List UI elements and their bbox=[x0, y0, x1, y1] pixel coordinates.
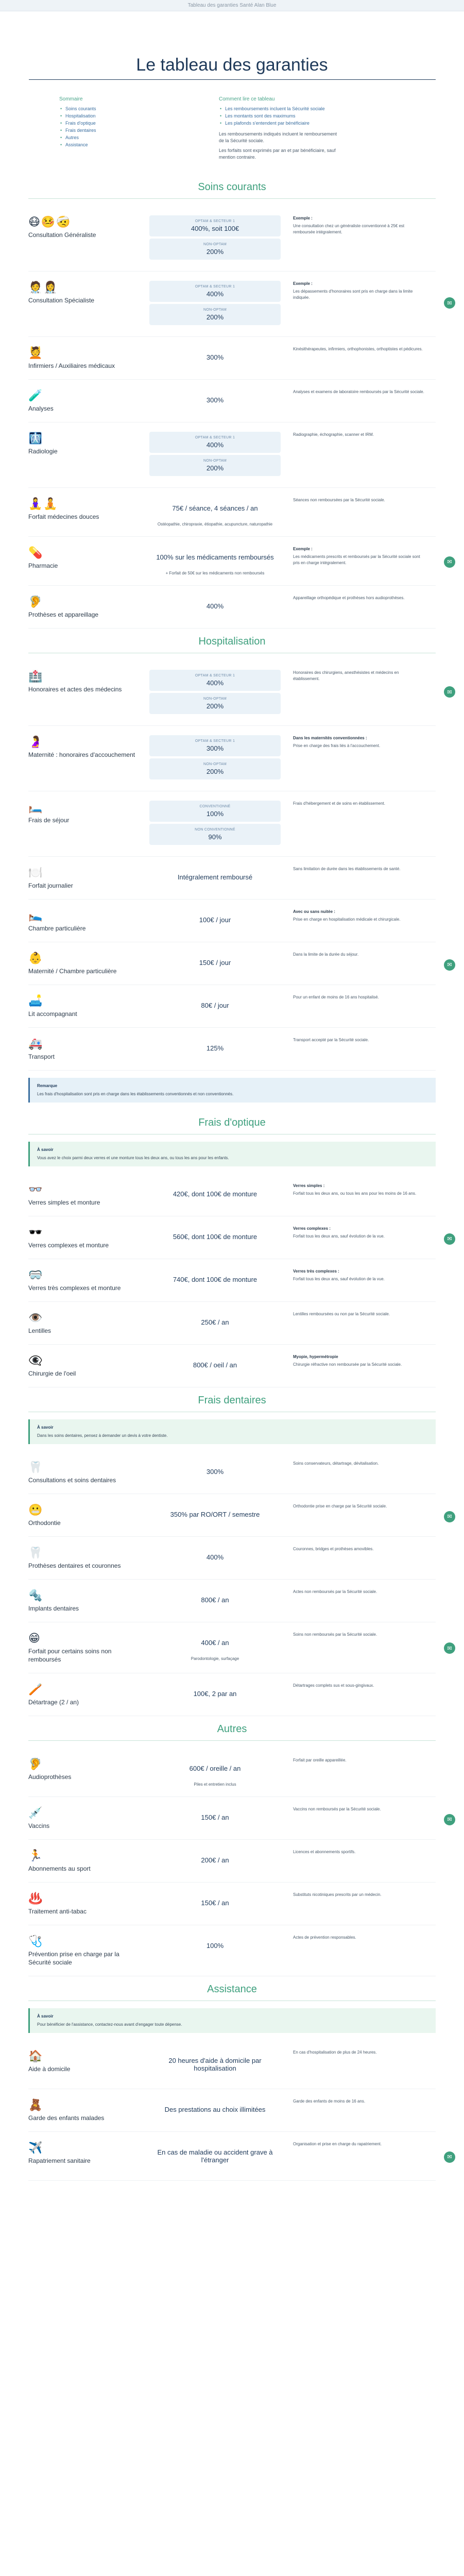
guarantee-row bbox=[28, 2132, 452, 2181]
guarantee-row bbox=[28, 2089, 436, 2132]
row-note: Chirurgie réfractive non remboursée par la Sécurité sociale. bbox=[293, 1362, 402, 1367]
note-heading: Exemple : bbox=[293, 547, 313, 551]
top-bar-title: Tableau des garanties Santé Alan Blue bbox=[187, 3, 277, 8]
chat-button[interactable]: ✉ bbox=[444, 297, 455, 309]
row-label: Forfait médecines douces bbox=[28, 513, 99, 520]
emoji-icon: 🩻 bbox=[28, 432, 44, 445]
value-caption: NON-OPTAM bbox=[203, 459, 227, 463]
emoji-icon: 🏥 bbox=[28, 670, 44, 683]
toc-link[interactable]: • Frais dentaires bbox=[59, 127, 178, 134]
page-title: Le tableau des garanties bbox=[136, 55, 328, 75]
row-label: Consultation Généraliste bbox=[28, 231, 96, 239]
guarantee-row bbox=[28, 272, 452, 337]
emoji-icon: 🕶️ bbox=[28, 1226, 44, 1239]
section-title-dentaire: Frais dentaires bbox=[198, 1395, 266, 1406]
guarantee-row bbox=[28, 660, 452, 726]
row-note: Prise en charge en hospitalisation médicale et chirurgicale. bbox=[293, 917, 401, 922]
chat-button[interactable]: ✉ bbox=[444, 1642, 455, 1654]
intro-text: Les remboursements indiqués incluent le remboursement de la Sécurité sociale. bbox=[219, 131, 337, 143]
row-note: Forfait tous les deux ans, ou tous les ans pour les moins de 16 ans. bbox=[293, 1191, 417, 1196]
guarantee-row bbox=[28, 488, 436, 537]
row-note: Kinésithérapeutes, infirmiers, orthophonistes, orthoptistes et pédicures. bbox=[293, 347, 423, 351]
value-amount: 800€ / an bbox=[201, 1596, 229, 1604]
emoji-icon: 🍽️ bbox=[28, 866, 44, 879]
intro-text: Les forfaits sont exprimés par an et par bénéficiaire, sauf mention contraire. bbox=[219, 148, 336, 160]
value-amount: 150€ / an bbox=[201, 1899, 229, 1907]
value-box bbox=[149, 432, 281, 453]
section-title-hospi: Hospitalisation bbox=[198, 636, 266, 647]
row-label: Transport bbox=[28, 1053, 55, 1060]
guarantee-row bbox=[28, 1748, 436, 1797]
row-label: Forfait journalier bbox=[28, 882, 73, 889]
row-label: Implants dentaires bbox=[28, 1605, 79, 1612]
info-callout bbox=[28, 2008, 436, 2033]
emoji-icon: 🧑‍⚕️👩‍⚕️ bbox=[28, 281, 59, 294]
value-amount: 200% bbox=[206, 248, 224, 256]
emoji-icon: 🛌 bbox=[28, 909, 44, 922]
value-caption: OPTAM & SECTEUR 1 bbox=[195, 739, 235, 743]
row-note: Forfait par oreille appareillée. bbox=[293, 1758, 347, 1762]
row-label: Infirmiers / Auxiliaires médicaux bbox=[28, 362, 115, 369]
guarantee-row bbox=[28, 206, 436, 272]
value-subnote: Piles et entretien inclus bbox=[194, 1782, 236, 1787]
row-label: Rapatriement sanitaire bbox=[28, 2157, 91, 2164]
value-amount: 250€ / an bbox=[201, 1318, 229, 1326]
row-note: Forfait tous les deux ans, sauf évolution de la vue. bbox=[293, 1277, 385, 1281]
title-divider bbox=[29, 79, 436, 80]
row-note: Dans la limite de la durée du séjour. bbox=[293, 952, 359, 957]
value-amount: 100€ / jour bbox=[199, 916, 231, 924]
row-label: Lit accompagnant bbox=[28, 1010, 77, 1018]
guarantee-row bbox=[28, 1883, 436, 1925]
chat-button[interactable]: ✉ bbox=[444, 959, 455, 971]
guarantee-row bbox=[28, 942, 452, 985]
row-note: Sans limitation de durée dans les établissements de santé. bbox=[293, 867, 401, 871]
row-label: Consultation Spécialiste bbox=[28, 297, 95, 304]
guarantee-row bbox=[28, 1451, 436, 1494]
row-note: Séances non remboursées par la Sécurité sociale. bbox=[293, 498, 385, 502]
note-heading: Myopie, hypermétropie bbox=[293, 1354, 338, 1359]
guarantee-row bbox=[28, 1537, 436, 1580]
value-amount: Intégralement remboursé bbox=[177, 873, 253, 881]
callout-heading: Remarque bbox=[37, 1083, 58, 1088]
value-box bbox=[149, 693, 281, 714]
guarantee-row bbox=[28, 726, 436, 791]
guarantee-row bbox=[28, 337, 436, 380]
emoji-icon: 💊 bbox=[28, 546, 44, 559]
value-box bbox=[149, 239, 281, 260]
emoji-icon: 🏃 bbox=[28, 1849, 44, 1862]
emoji-icon: 🦻 bbox=[28, 595, 44, 608]
value-box bbox=[149, 215, 281, 236]
emoji-icon: 🔩 bbox=[28, 1589, 44, 1602]
emoji-icon: 👶 bbox=[28, 952, 44, 964]
value-amount: 300% bbox=[206, 353, 224, 361]
value-caption: CONVENTIONNÉ bbox=[199, 805, 231, 808]
row-note: Détartrages complets sus et sous-gingivaux. bbox=[293, 1683, 374, 1688]
emoji-icon: 👁️‍🗨️ bbox=[28, 1354, 44, 1367]
value-amount: 150€ / an bbox=[201, 1814, 229, 1821]
footer-space bbox=[28, 2181, 436, 2201]
emoji-icon: 💆 bbox=[28, 346, 44, 359]
row-note: Organisation et prise en charge du rapatriement. bbox=[293, 2142, 382, 2146]
value-amount: 600€ / oreille / an bbox=[189, 1765, 241, 1772]
callout-heading: À savoir bbox=[37, 1147, 54, 1152]
value-amount: 300% bbox=[206, 1468, 224, 1476]
row-label: Détartrage (2 / an) bbox=[28, 1699, 79, 1706]
row-label: Verres complexes et monture bbox=[28, 1242, 109, 1249]
chat-button[interactable]: ✉ bbox=[444, 2151, 455, 2163]
guarantee-row bbox=[28, 422, 436, 488]
value-caption: NON-OPTAM bbox=[203, 243, 227, 246]
row-label: Maternité : honoraires d'accouchement bbox=[28, 751, 135, 758]
section-divider bbox=[28, 1740, 436, 1741]
value-caption: OPTAM & SECTEUR 1 bbox=[195, 285, 235, 289]
toc-note: • Les remboursements incluent la Sécurité sociale bbox=[219, 105, 337, 112]
row-label: Vaccins bbox=[28, 1822, 50, 1829]
value-caption: OPTAM & SECTEUR 1 bbox=[195, 436, 235, 439]
value-box bbox=[149, 735, 281, 756]
row-label: Frais de séjour bbox=[28, 817, 70, 824]
value-amount: 400% bbox=[206, 602, 224, 610]
emoji-icon: 👓 bbox=[28, 1183, 44, 1196]
row-note: Lentilles remboursées ou non par la Sécurité sociale. bbox=[293, 1312, 390, 1316]
toc-link[interactable]: • Autres bbox=[59, 134, 178, 141]
guarantee-row bbox=[28, 537, 452, 586]
value-amount: 400€ / an bbox=[201, 1639, 229, 1647]
row-note: Transport accepté par la Sécurité sociale. bbox=[293, 1038, 369, 1042]
emoji-icon: 🧘‍♀️🧘 bbox=[28, 497, 59, 510]
value-amount: 100% bbox=[206, 810, 224, 818]
value-amount: 90% bbox=[208, 833, 222, 841]
emoji-icon: 👁️ bbox=[28, 1311, 44, 1324]
section-divider bbox=[28, 198, 436, 199]
row-note: Honoraires des chirurgiens, anesthésistes et médecins en établissement. bbox=[293, 670, 399, 681]
row-label: Abonnements au sport bbox=[28, 1865, 91, 1872]
value-caption: NON-OPTAM bbox=[203, 308, 227, 312]
section-title-optique: Frais d'optique bbox=[198, 1117, 266, 1128]
row-note: Soins conservateurs, détartrage, dévitalisation. bbox=[293, 1461, 379, 1466]
value-amount: 100€, 2 par an bbox=[193, 1690, 237, 1698]
info-callout bbox=[28, 1142, 436, 1166]
row-note: Substituts nicotiniques prescrits par un médecin. bbox=[293, 1892, 382, 1897]
guarantee-row bbox=[28, 586, 436, 629]
value-amount: 400% bbox=[206, 441, 224, 449]
toc-left bbox=[59, 96, 178, 164]
value-amount: 200% bbox=[206, 702, 224, 710]
emoji-icon: 🦻 bbox=[28, 1757, 44, 1770]
value-box bbox=[149, 304, 281, 325]
row-label: Orthodontie bbox=[28, 1519, 61, 1527]
row-label: Traitement anti-tabac bbox=[28, 1908, 87, 1915]
row-note: Les médicaments prescrits et remboursés par la Sécurité sociale sont pris en charge intégralement. bbox=[293, 554, 420, 565]
value-caption: OPTAM & SECTEUR 1 bbox=[195, 219, 235, 223]
value-box bbox=[149, 801, 281, 822]
row-note: Soins non remboursés par la Sécurité sociale. bbox=[293, 1632, 377, 1637]
row-note: Garde des enfants de moins de 16 ans. bbox=[293, 2099, 366, 2104]
row-note: Appareillage orthopédique et prothèses hors audioprothèses. bbox=[293, 596, 405, 600]
value-caption: NON-OPTAM bbox=[203, 697, 227, 701]
callout-text: Pour bénéficier de l'assistance, contactez-nous avant d'engager toute dépense. bbox=[37, 2022, 182, 2027]
value-box bbox=[149, 455, 281, 476]
value-amount: 400% bbox=[206, 1553, 224, 1561]
value-box bbox=[149, 670, 281, 691]
row-note: Pour un enfant de moins de 16 ans hospitalisé. bbox=[293, 995, 379, 999]
row-label: Garde des enfants malades bbox=[28, 2114, 105, 2122]
row-label: Radiologie bbox=[28, 448, 58, 455]
emoji-icon: 🏠 bbox=[28, 2049, 44, 2062]
emoji-icon: 🛋️ bbox=[28, 994, 44, 1007]
guarantee-row bbox=[28, 1673, 436, 1716]
guarantee-row bbox=[28, 2040, 436, 2089]
emoji-icon: 🦷 bbox=[28, 1546, 44, 1559]
value-amount: 300% bbox=[206, 744, 224, 752]
value-amount: 400%, soit 100€ bbox=[191, 225, 239, 232]
note-heading: Verres très complexes : bbox=[293, 1269, 339, 1274]
guarantee-row bbox=[28, 380, 436, 422]
value-subnote: + Forfait de 50€ sur les médicaments non remboursés bbox=[165, 571, 265, 575]
row-note: Actes de prévention responsables. bbox=[293, 1935, 356, 1940]
guarantee-row bbox=[28, 1494, 452, 1537]
value-box bbox=[149, 824, 281, 845]
guarantee-row bbox=[28, 1259, 436, 1302]
row-label: Maternité / Chambre particulière bbox=[28, 968, 117, 975]
value-amount: 400% bbox=[206, 290, 224, 298]
value-amount: 200% bbox=[206, 464, 224, 472]
row-note: Couronnes, bridges et prothèses amovibles. bbox=[293, 1547, 374, 1551]
guarantee-row bbox=[28, 1216, 452, 1259]
emoji-icon: 🩺 bbox=[28, 1935, 44, 1947]
emoji-icon: 🪥 bbox=[28, 1683, 44, 1696]
value-amount: Des prestations au choix illimitées bbox=[164, 2106, 266, 2113]
toc-note: • Les montants sont des maximums bbox=[219, 112, 337, 120]
row-label: Consultations et soins dentaires bbox=[28, 1477, 116, 1484]
row-note: Actes non remboursés par la Sécurité sociale. bbox=[293, 1589, 377, 1594]
toc-note: • Les plafonds s'entendent par bénéficiaire bbox=[219, 120, 337, 127]
guarantee-row bbox=[28, 985, 436, 1028]
section-title-assistance: Assistance bbox=[207, 1984, 257, 1995]
value-amount: 560€, dont 100€ de monture bbox=[173, 1233, 257, 1241]
row-label: Chambre particulière bbox=[28, 925, 86, 932]
guarantee-row bbox=[28, 1840, 436, 1883]
note-heading: Exemple : bbox=[293, 216, 313, 221]
emoji-icon: 🧪 bbox=[28, 389, 44, 402]
row-note: Analyses et examens de laboratoire remboursés par la Sécurité sociale. bbox=[293, 389, 424, 394]
row-label: Analyses bbox=[28, 405, 54, 412]
toc-link[interactable]: • Assistance bbox=[59, 141, 178, 148]
guarantee-row bbox=[28, 1925, 436, 1976]
row-note: Vaccins non remboursés par la Sécurité sociale. bbox=[293, 1807, 381, 1811]
toc-link[interactable]: • Soins courants bbox=[59, 105, 178, 112]
info-callout bbox=[28, 1419, 436, 1444]
row-label: Chirurgie de l'oeil bbox=[28, 1370, 76, 1377]
emoji-icon: ♨️ bbox=[28, 1892, 44, 1905]
value-amount: 200% bbox=[206, 313, 224, 321]
section-title-soins: Soins courants bbox=[198, 181, 266, 193]
row-note: Les dépassements d'honoraires sont pris en charge dans la limite indiquée. bbox=[293, 289, 413, 300]
note-heading: Verres simples : bbox=[293, 1183, 325, 1188]
value-amount: 200% bbox=[206, 768, 224, 775]
section-title-autres: Autres bbox=[217, 1723, 247, 1735]
note-heading: Verres complexes : bbox=[293, 1226, 331, 1231]
row-note: Forfait tous les deux ans, sauf évolution de la vue. bbox=[293, 1234, 385, 1239]
emoji-icon: 😷🤒🤕 bbox=[28, 215, 72, 228]
guarantee-row bbox=[28, 900, 436, 942]
value-caption: NON CONVENTIONNÉ bbox=[195, 828, 235, 832]
emoji-icon: 🚑 bbox=[28, 1037, 44, 1050]
guarantee-row bbox=[28, 1028, 436, 1071]
note-heading: Exemple : bbox=[293, 281, 313, 286]
row-label: Pharmacie bbox=[28, 562, 58, 569]
emoji-icon: ✈️ bbox=[28, 2141, 44, 2154]
value-amount: 420€, dont 100€ de monture bbox=[173, 1190, 257, 1198]
row-label: Forfait pour certains soins non remboursés bbox=[28, 1648, 112, 1663]
toc-right bbox=[219, 96, 337, 164]
value-amount: 740€, dont 100€ de monture bbox=[173, 1276, 257, 1283]
value-amount: 300% bbox=[206, 396, 224, 404]
row-note: En cas d'hospitalisation de plus de 24 heures. bbox=[293, 2050, 377, 2055]
info-callout bbox=[28, 1078, 436, 1103]
value-amount: 100% sur les médicaments remboursés bbox=[156, 553, 274, 561]
guarantee-row bbox=[28, 791, 436, 857]
row-note: Licences et abonnements sportifs. bbox=[293, 1850, 356, 1854]
row-label: Audioprothèses bbox=[28, 1773, 72, 1781]
toc-right-heading: Comment lire ce tableau bbox=[219, 96, 275, 102]
row-label: Verres très complexes et monture bbox=[28, 1284, 121, 1292]
guarantee-row bbox=[28, 1345, 436, 1387]
chat-button[interactable]: ✉ bbox=[444, 1511, 455, 1522]
emoji-icon: 🤰 bbox=[28, 735, 44, 748]
callout-heading: À savoir bbox=[37, 2014, 54, 2019]
emoji-icon: 😬 bbox=[28, 1503, 44, 1516]
row-note: Orthodontie prise en charge par la Sécurité sociale. bbox=[293, 1504, 387, 1509]
page bbox=[0, 11, 464, 2201]
note-heading: Dans les maternités conventionnées : bbox=[293, 736, 367, 740]
title-block bbox=[28, 11, 436, 85]
value-amount: 80€ / jour bbox=[201, 1002, 229, 1009]
value-amount: 800€ / oeil / an bbox=[193, 1361, 237, 1369]
chat-button[interactable]: ✉ bbox=[444, 556, 455, 568]
emoji-icon: 🧸 bbox=[28, 2098, 44, 2111]
row-note: Une consultation chez un généraliste conventionné à 25€ est remboursée intégralement. bbox=[293, 224, 405, 234]
chat-button[interactable]: ✉ bbox=[444, 686, 455, 698]
guarantee-row bbox=[28, 857, 436, 900]
row-label: Prévention prise en charge par la Sécurité sociale bbox=[28, 1951, 119, 1966]
callout-text: Les frais d'hospitalisation sont pris en charge dans les établissements conventionnés et non conventionnés. bbox=[37, 1092, 234, 1096]
emoji-icon: 😁 bbox=[28, 1632, 41, 1645]
callout-text: Dans les soins dentaires, pensez à demander un devis à votre dentiste. bbox=[37, 1433, 168, 1438]
value-amount: 100% bbox=[206, 1942, 224, 1950]
row-label: Prothèses et appareillage bbox=[28, 611, 99, 618]
toc-left-heading: Sommaire bbox=[59, 96, 83, 102]
emoji-icon: 🦷 bbox=[28, 1461, 44, 1473]
value-amount: 400% bbox=[206, 679, 224, 687]
toc-link[interactable]: • Hospitalisation bbox=[59, 112, 178, 120]
guarantee-row bbox=[28, 1174, 436, 1216]
value-amount: 150€ / jour bbox=[199, 959, 231, 967]
emoji-icon: 🥽 bbox=[28, 1268, 44, 1281]
value-subnote: Parodontologie, surfaçage bbox=[191, 1656, 239, 1661]
guarantee-row bbox=[28, 1302, 436, 1345]
table-of-contents bbox=[28, 85, 436, 174]
value-caption: NON-OPTAM bbox=[203, 762, 227, 766]
value-amount: 350% par RO/ORT / semestre bbox=[170, 1511, 260, 1518]
value-amount: 200€ / an bbox=[201, 1856, 229, 1864]
guarantee-row bbox=[28, 1797, 452, 1840]
value-box bbox=[149, 758, 281, 779]
callout-text: Vous avez le choix parmi deux verres et une monture tous les deux ans, ou tous les ans pour les enfants. bbox=[37, 1156, 229, 1160]
value-amount: 75€ / séance, 4 séances / an bbox=[172, 504, 258, 512]
row-label: Aide à domicile bbox=[28, 2065, 71, 2073]
callout-heading: À savoir bbox=[37, 1425, 54, 1430]
row-note: Prise en charge des frais liés à l'accouchement. bbox=[293, 743, 381, 748]
row-label: Verres simples et monture bbox=[28, 1199, 100, 1206]
toc-link[interactable]: • Frais d'optique bbox=[59, 120, 178, 127]
value-amount: 125% bbox=[206, 1044, 224, 1052]
note-heading: Avec ou sans nuitée : bbox=[293, 909, 335, 914]
value-amount: En cas de maladie ou accident grave à l'étranger bbox=[157, 2148, 273, 2164]
value-subnote: Ostéopathie, chiropraxie, étiopathie, acupuncture, naturopathie bbox=[157, 522, 273, 527]
row-label: Honoraires et actes des médecins bbox=[28, 686, 122, 693]
value-box bbox=[149, 281, 281, 302]
row-note: Radiographie, échographie, scanner et IRM. bbox=[293, 432, 374, 437]
emoji-icon: 🛏️ bbox=[28, 801, 44, 814]
top-bar bbox=[0, 0, 464, 11]
row-label: Lentilles bbox=[28, 1327, 51, 1334]
value-amount: 20 heures d'aide à domicile par hospitalisation bbox=[168, 2057, 262, 2072]
guarantee-row bbox=[28, 1580, 436, 1622]
guarantee-row bbox=[28, 1622, 452, 1673]
value-caption: OPTAM & SECTEUR 1 bbox=[195, 674, 235, 677]
emoji-icon: 💉 bbox=[28, 1806, 44, 1819]
chat-button[interactable]: ✉ bbox=[444, 1814, 455, 1825]
row-label: Prothèses dentaires et couronnes bbox=[28, 1562, 121, 1569]
row-note: Frais d'hébergement et de soins en établissement. bbox=[293, 801, 385, 806]
chat-button[interactable]: ✉ bbox=[444, 1233, 455, 1245]
